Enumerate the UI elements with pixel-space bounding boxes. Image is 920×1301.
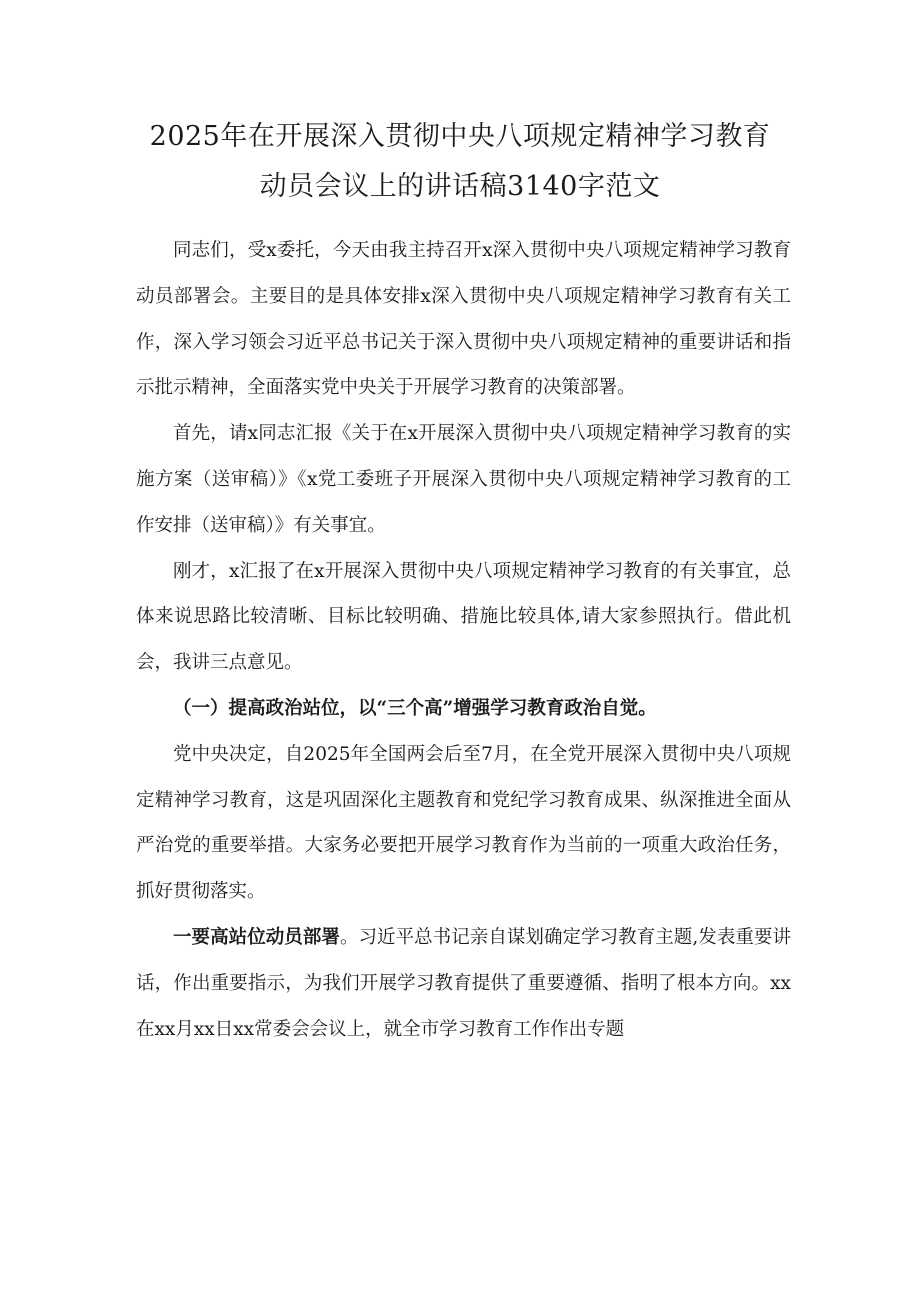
paragraph-three-points: 刚才，x汇报了在x开展深入贯彻中央八项规定精神学习教育的有关事宜，总体来说思路比较清晰、目标比较明确、措施比较具体,请大家参照执行。借此机会，我讲三点意见。	[136, 560, 791, 674]
document-title	[0, 112, 920, 212]
section-heading-1: （一）提高政治站位，以“三个高”增强学习教育政治自觉。	[173, 697, 657, 719]
paragraph-point-1	[136, 915, 791, 1052]
point-1-lead: 一要高站位动员部署	[173, 926, 340, 948]
paragraph-opening: 同志们，受x委托，今天由我主持召开x深入贯彻中央八项规定精神学习教育动员部署会。主要目的是具体安排x深入贯彻中央八项规定精神学习教育有关工作，深入学习领会习近平总书记关于深入贯彻中央八项规定精神的重要讲话和指示批示精神，全面落实党中央关于开展学习教育的决策部署。	[136, 240, 791, 399]
title-line-2: 动员会议上的讲话稿3140字范文	[259, 171, 661, 202]
paragraph-central-decision: 党中央决定，自2025年全国两会后至7月，在全党开展深入贯彻中央八项规定精神学习教育，这是巩固深化主题教育和党纪学习教育成果、纵深推进全面从严治党的重要举措。大家务必要把开展学习教育作为当前的一项重大政治任务，抓好贯彻落实。	[136, 743, 791, 903]
paragraph-report-request: 首先，请x同志汇报《关于在x开展深入贯彻中央八项规定精神学习教育的实施方案（送审稿）》《x党工委班子开展深入贯彻中央八项规定精神学习教育的工作安排（送审稿）》有关事宜。	[136, 423, 791, 536]
document-body	[136, 228, 791, 1052]
point-1-text: 。习近平总书记亲自谋划确定学习教育主题,发表重要讲话，作出重要指示，为我们开展学习教育提供了重要遵循、指明了根本方向。xx在xx月xx日xx常委会会议上，就全市学习教育工作作出专题	[136, 926, 791, 1040]
title-line-1: 2025年在开展深入贯彻中央八项规定精神学习教育	[149, 121, 771, 152]
